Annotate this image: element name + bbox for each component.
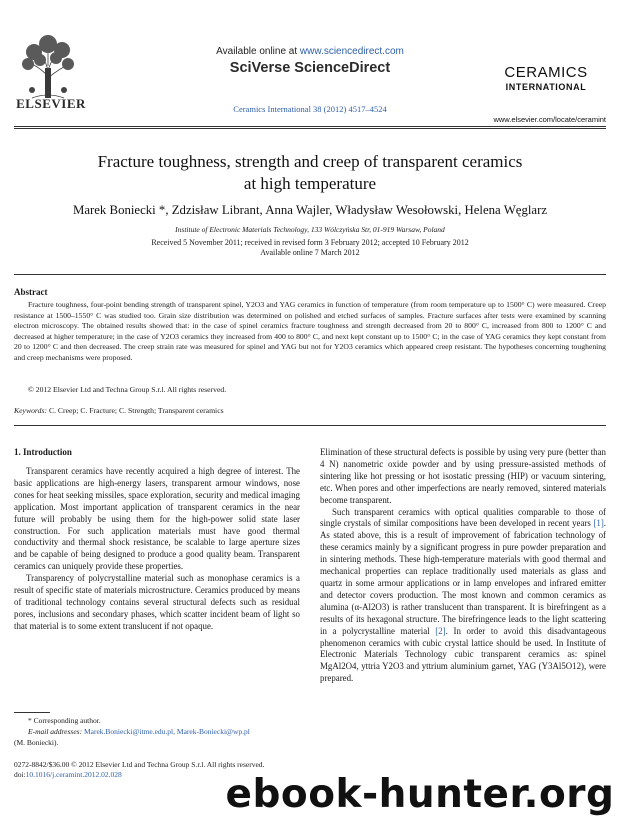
journal-url[interactable]: www.elsevier.com/locate/ceramint xyxy=(493,115,606,124)
watermark: ebook-hunter.org xyxy=(225,772,615,817)
journal-logo-title: CERAMICS xyxy=(504,64,588,81)
received-dates: Received 5 November 2011; received in revised form 3 February 2012; accepted 10 February 2012 xyxy=(151,238,469,247)
email-label: E-mail addresses: xyxy=(28,727,84,736)
doi-link[interactable]: 10.1016/j.ceramint.2012.02.028 xyxy=(25,770,122,779)
paragraph xyxy=(320,507,606,686)
abstract-heading: Abstract xyxy=(14,287,48,297)
affiliation: Institute of Electronic Materials Technology, 133 Wólczyńska Str, 01-919 Warsaw, Poland xyxy=(175,225,445,234)
keywords-label: Keywords: xyxy=(14,406,48,415)
reference-link[interactable]: [1] xyxy=(593,518,604,529)
author-list: Marek Boniecki *, Zdzisław Librant, Anna Wajler, Władysław Wesołowski, Helena Węglarz xyxy=(72,203,548,217)
paragraph-text: . In order to avoid this disadvantageous phenomenon ceramics with cubic crystal lattice should be used. In Institute of Electronic Materials Technology cubic transparent ceramics as: spinel MgAl2O4, yttria Y2O3 and yttrium aluminium garnet, YAG (Y3Al5O12), were prepared. xyxy=(320,625,606,684)
reference-link[interactable]: [2] xyxy=(435,625,446,636)
right-column xyxy=(320,447,606,685)
platform-name: SciVerse ScienceDirect xyxy=(229,60,391,76)
journal-citation-link[interactable]: Ceramics International 38 (2012) 4517–4524 xyxy=(233,104,387,114)
sciencedirect-link[interactable]: www.sciencedirect.com xyxy=(299,46,404,57)
email-owner: (M. Boniecki). xyxy=(14,738,59,747)
issn-line: 0272-8842/$36.00 © 2012 Elsevier Ltd and Techna Group S.r.l. All rights reserved. xyxy=(14,760,265,769)
availability-line xyxy=(0,46,620,57)
journal-logo-subtitle: INTERNATIONAL xyxy=(505,82,587,92)
keywords-line xyxy=(14,406,224,415)
header-divider-thin xyxy=(14,128,606,129)
abstract-copyright: © 2012 Elsevier Ltd and Techna Group S.r.l. All rights reserved. xyxy=(28,385,227,394)
paragraph-text: Such transparent ceramics with optical qualities comparable to those of single crystals of similar compositions have been developed in recent years xyxy=(320,506,606,529)
publisher-name: ELSEVIER xyxy=(16,96,86,111)
keywords-list: C. Creep; C. Fracture; C. Strength; Transparent ceramics xyxy=(48,406,224,415)
corresponding-author-note: * Corresponding author. xyxy=(28,716,101,725)
article-title-line2: at high temperature xyxy=(243,174,377,193)
section-heading-introduction: 1. Introduction xyxy=(14,447,72,457)
paragraph: Transparent ceramics have recently acquired a high degree of interest. The basic applications are high-energy lasers, transparent armour windows, nose cones for heat seeking missiles, space exploration, security and medical imaging application. Most important application of transparent ceramics in the near future will probably be using them for the high-power solid state laser construction. For such application materials must have good thermal conductivity and thermal shock resistance, be scalable to large aperture sizes and be capable of being designed to produce a good quality beam. Transparent ceramics can uniquely provide these properties. xyxy=(14,466,300,572)
doi-label: doi: xyxy=(14,770,26,779)
abstract-body: Fracture toughness, four-point bending strength of transparent spinel, Y2O3 and YAG ceramics in function of temperature (from room temperature up to 1500° C) were measured. Creep resistance at 1500–1550° C was studied too. Grain size distribution was determined on polished and etched surfaces of samples. Fracture surfaces after tests were examined by scanning electron microscopy. The obtained results showed that: in the case of spinel ceramics fracture toughness and strength decreased from 20 to 800° C, increased from 800 to 1200° C and decreased at higher temperature; in the case of Y2O3 ceramics they increased from 400 to 800° C, and next kept constant up to 1500° C; in the case of YAG ceramics they kept constant from 20 to 1200° C and then decreased. The creep strain rate was measured for spinel and YAG but not for Y2O3 ceramics which appeared creep resistant. The hypotheses concerning toughening and creep mechanisms were proposed. xyxy=(14,300,606,362)
article-title-line1: Fracture toughness, strength and creep of transparent ceramics xyxy=(97,152,523,171)
email-footnote xyxy=(28,727,250,736)
title-divider xyxy=(14,274,606,275)
paragraph: Transparency of polycrystalline material such as monophase ceramics is a result of specific state of materials microstructure. Ceramics produced by means of traditional technology contains several structural defects such as residual pores, inclusions and secondary phases, which scatter incident beam of light so that material is to some extent translucent if not opaque. xyxy=(14,573,300,631)
paragraph: Elimination of these structural defects is possible by using very pure (better than 4 N) nanometric oxide powder and by using pressure-assisted methods of sintering like hot pressing or hot isostatic pressing (HIP) or vacuum sintering, etc. When pores and other imperfections are nearly removed, sintered materials become transparent. xyxy=(320,447,606,505)
footnote-rule xyxy=(14,712,50,713)
left-column xyxy=(14,466,300,633)
online-date: Available online 7 March 2012 xyxy=(260,248,360,257)
header-divider xyxy=(14,126,606,127)
available-prefix: Available online at xyxy=(216,46,300,57)
email-links[interactable]: Marek.Boniecki@itme.edu.pl, Marek-Boniecki@wp.pl xyxy=(83,727,250,736)
paragraph-text: . As stated above, this is a result of improvement of fabrication technology of these ceramics mainly by a significant progress in pure powder preparation and in sintering methods. These high-temperature materials with good thermal and mechanical properties can replace traditionally used materials as glass and quartz in some armour applications or in lamp envelopes and infrared emitter and detector covers production. The most known and common ceramics as alumina (α-Al2O3) is rather translucent than transparent. It is birefringent as a results of its hexagonal structure. The birefringence leads to the light scattering in a polycrystalline material xyxy=(320,518,606,636)
abstract-divider xyxy=(14,425,606,426)
doi-line xyxy=(14,770,122,779)
